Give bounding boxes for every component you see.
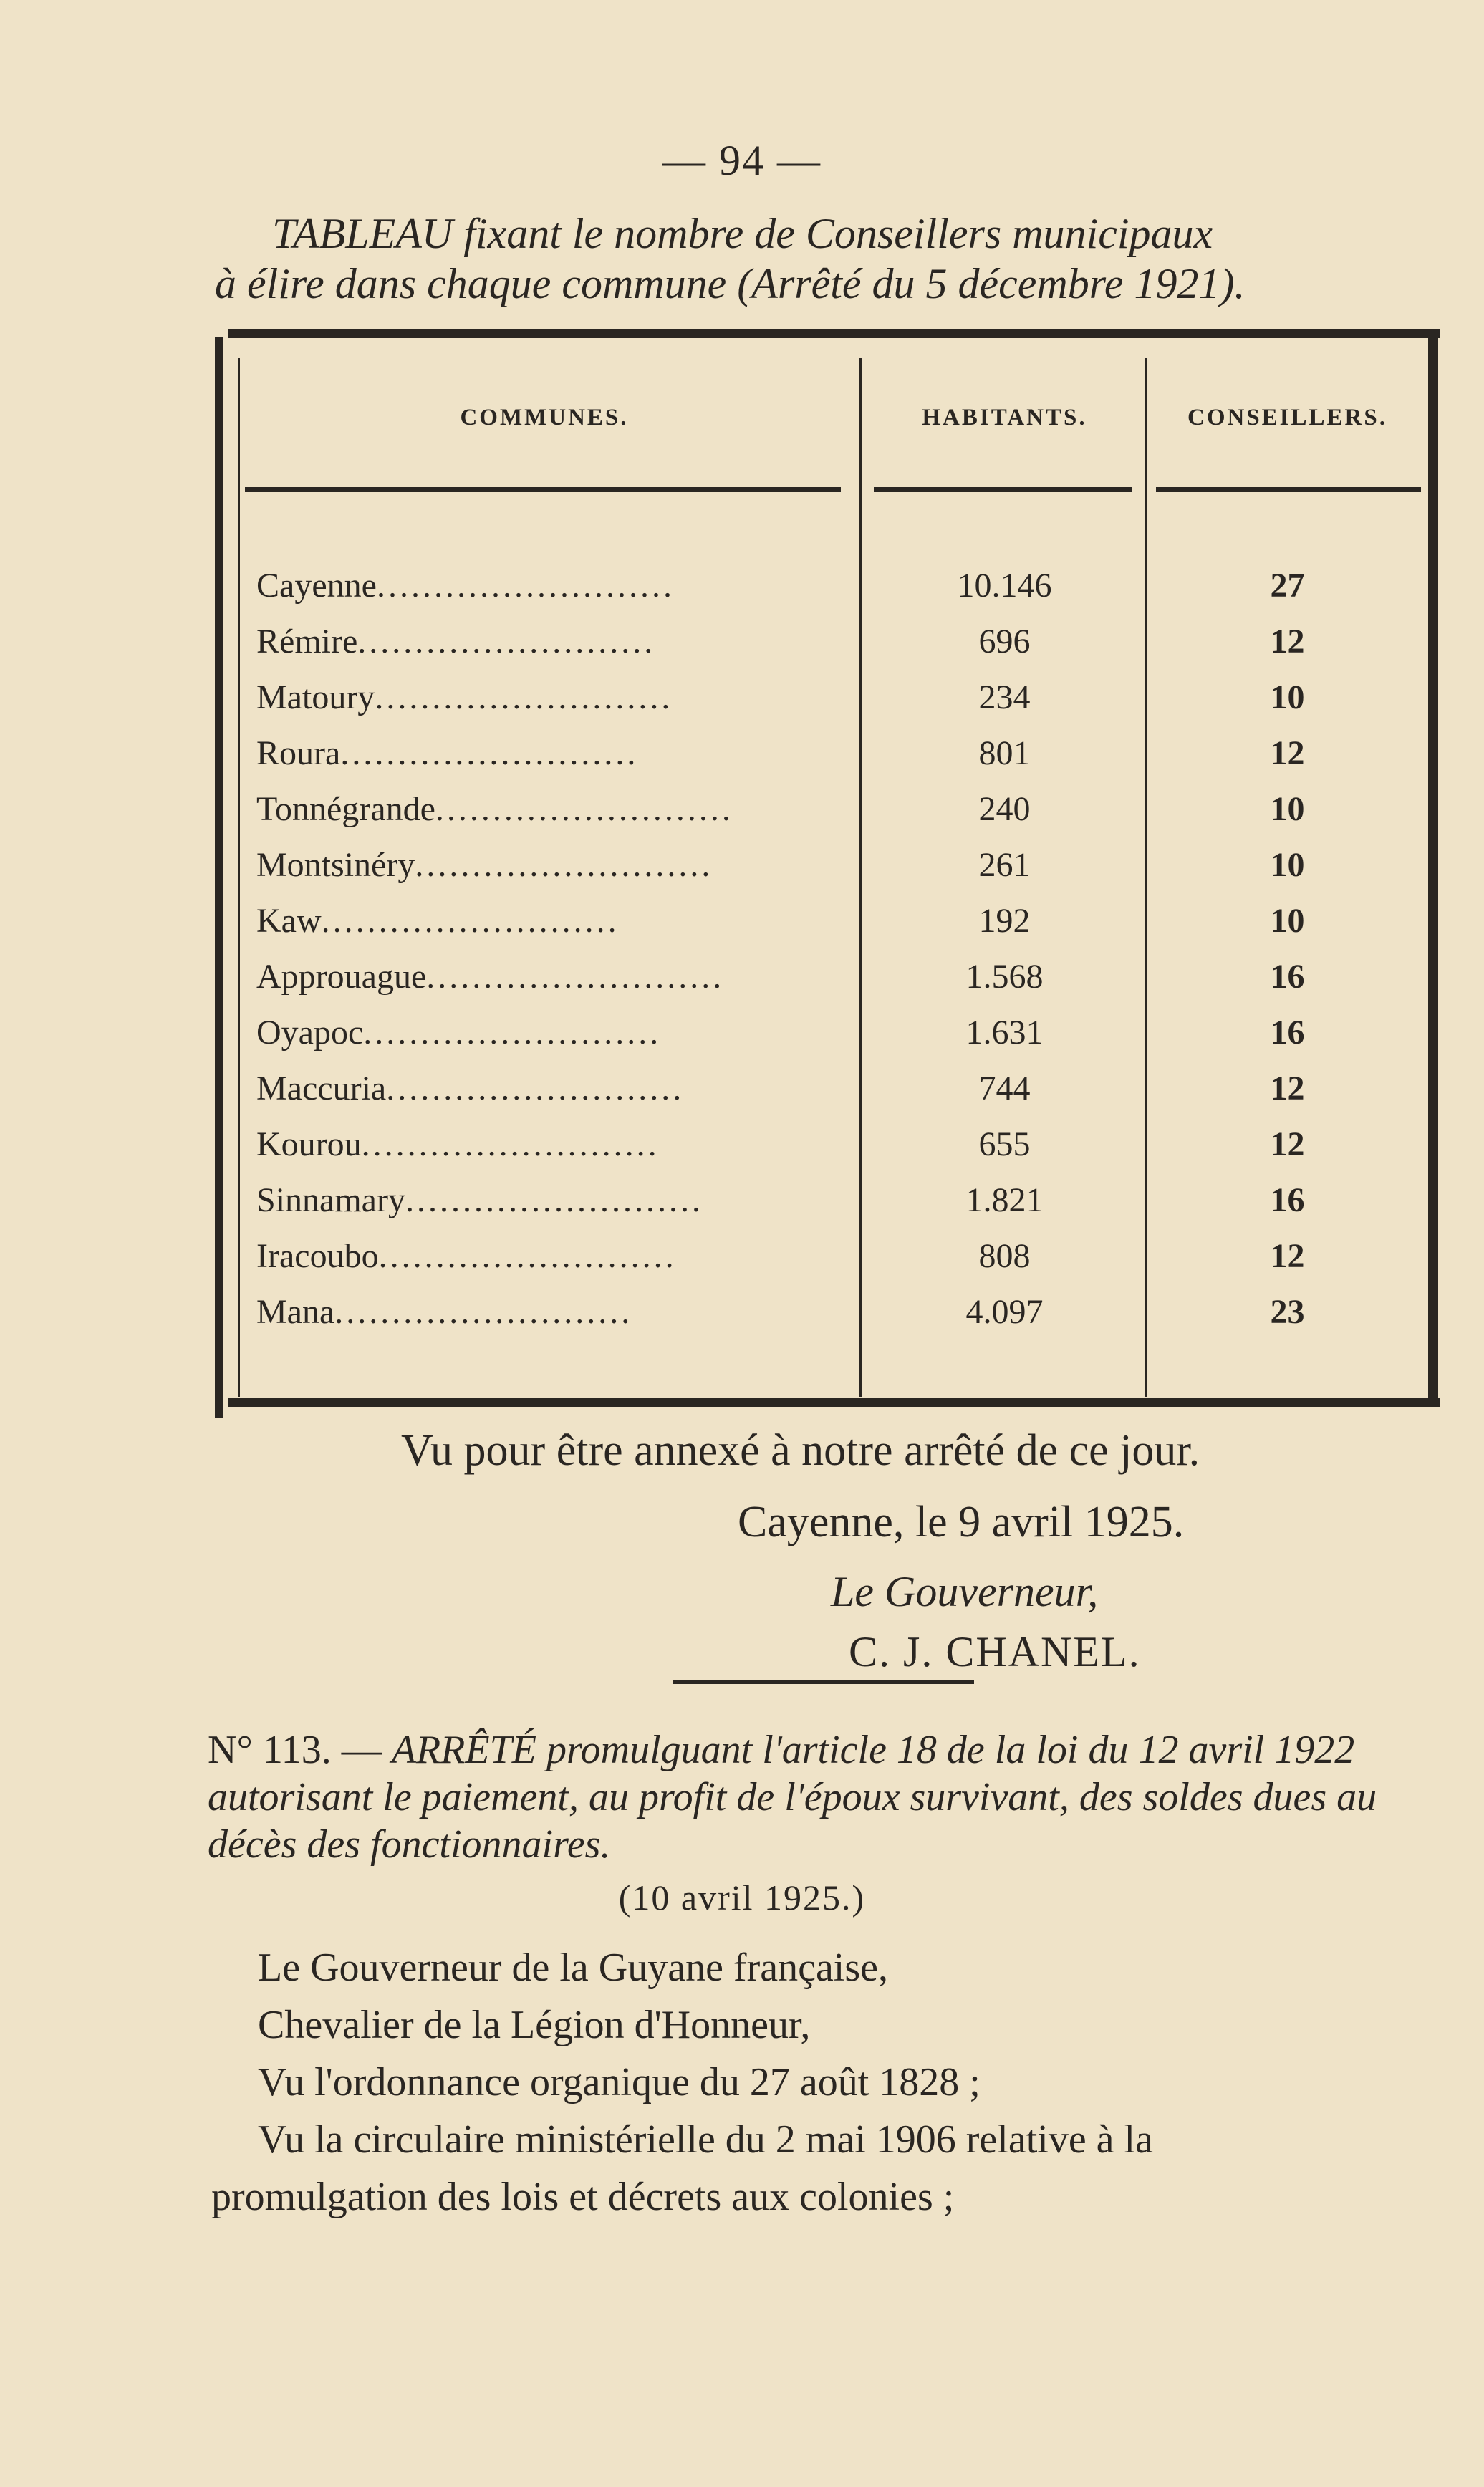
conseillers-cell: 12 xyxy=(1270,1069,1305,1107)
commune-cell: Roura.......................... xyxy=(256,734,639,772)
commune-cell: Tonnégrande.......................... xyxy=(256,790,733,828)
table-row xyxy=(0,1125,1484,1180)
page-number: — 94 — xyxy=(662,137,822,184)
signature-divider xyxy=(673,1680,974,1684)
commune-cell: Oyapoc.......................... xyxy=(256,1014,662,1052)
habitants-cell: 10.146 xyxy=(957,567,1052,605)
habitants-cell: 1.568 xyxy=(965,958,1044,996)
habitants-cell: 808 xyxy=(978,1237,1031,1275)
table-row xyxy=(0,622,1484,678)
annex-statement: Vu pour être annexé à notre arrêté de ce jour. xyxy=(401,1426,1200,1475)
commune-cell: Kourou.......................... xyxy=(256,1125,660,1163)
governor-name: C. J. CHANEL. xyxy=(849,1628,1141,1675)
table-row xyxy=(0,1180,1484,1236)
decree-heading xyxy=(208,1726,1440,1868)
column-header-conseillers: CONSEILLERS. xyxy=(1187,405,1387,430)
table-row xyxy=(0,678,1484,733)
table-row xyxy=(0,733,1484,789)
habitants-cell: 4.097 xyxy=(965,1293,1044,1331)
commune-cell: Sinnamary.......................... xyxy=(256,1181,703,1219)
conseillers-cell: 10 xyxy=(1270,846,1305,884)
table-row xyxy=(0,957,1484,1013)
paragraph-ordonnance: Vu l'ordonnance organique du 27 août 1828 ; xyxy=(258,2060,980,2104)
conseillers-cell: 12 xyxy=(1270,734,1305,772)
conseillers-cell: 12 xyxy=(1270,1125,1305,1163)
conseillers-cell: 16 xyxy=(1270,1181,1305,1219)
habitants-cell: 1.631 xyxy=(965,1014,1044,1052)
commune-cell: Maccuria.......................... xyxy=(256,1069,685,1107)
habitants-cell: 192 xyxy=(978,902,1031,940)
table-row xyxy=(0,1013,1484,1069)
table-row xyxy=(0,1292,1484,1348)
table-top-border xyxy=(228,329,1440,338)
conseillers-cell: 10 xyxy=(1270,902,1305,940)
paragraph-governor: Le Gouverneur de la Guyane française, xyxy=(258,1945,889,1990)
table-row xyxy=(0,901,1484,957)
table-title-line-1: TABLEAU fixant le nombre de Conseillers municipaux xyxy=(272,210,1213,257)
conseillers-cell: 16 xyxy=(1270,958,1305,996)
table-row xyxy=(0,845,1484,901)
habitants-cell: 234 xyxy=(978,678,1031,716)
habitants-cell: 744 xyxy=(978,1069,1031,1107)
table-row xyxy=(0,789,1484,845)
conseillers-cell: 12 xyxy=(1270,1237,1305,1275)
commune-cell: Cayenne.......................... xyxy=(256,567,675,605)
habitants-cell: 696 xyxy=(978,622,1031,660)
table-row xyxy=(0,566,1484,622)
commune-cell: Mana.......................... xyxy=(256,1293,633,1331)
column-header-communes: COMMUNES. xyxy=(460,405,629,430)
decree-date: (10 avril 1925.) xyxy=(618,1877,866,1918)
commune-cell: Iracoubo.......................... xyxy=(256,1237,677,1275)
governor-title: Le Gouverneur, xyxy=(831,1568,1099,1615)
conseillers-cell: 16 xyxy=(1270,1014,1305,1052)
conseillers-cell: 27 xyxy=(1270,567,1305,605)
decree-number: N° 113. — xyxy=(208,1728,382,1772)
habitants-cell: 1.821 xyxy=(965,1181,1044,1219)
paragraph-promulgation: promulgation des lois et décrets aux colonies ; xyxy=(211,2175,955,2219)
column-header-habitants: HABITANTS. xyxy=(922,405,1087,430)
commune-cell: Montsinéry.......................... xyxy=(256,846,713,884)
conseillers-cell: 10 xyxy=(1270,790,1305,828)
conseillers-cell: 23 xyxy=(1270,1293,1305,1331)
conseillers-cell: 12 xyxy=(1270,622,1305,660)
table-row xyxy=(0,1236,1484,1292)
decree-text: ARRÊTÉ promulguant l'article 18 de la loi du 12 avril 1922 autorisant le paiement, au profit de l'époux survivant, des soldes dues au décès des fonctionnaires. xyxy=(208,1728,1377,1867)
commune-cell: Rémire.......................... xyxy=(256,622,656,660)
conseillers-cell: 10 xyxy=(1270,678,1305,716)
habitants-cell: 240 xyxy=(978,790,1031,828)
paragraph-circulaire: Vu la circulaire ministérielle du 2 mai 1906 relative à la xyxy=(258,2117,1153,2162)
header-underline-conseillers xyxy=(1156,487,1421,492)
header-underline-communes xyxy=(245,487,841,492)
habitants-cell: 655 xyxy=(978,1125,1031,1163)
commune-cell: Approuague.......................... xyxy=(256,958,725,996)
table-bottom-border xyxy=(228,1398,1440,1407)
habitants-cell: 261 xyxy=(978,846,1031,884)
paragraph-chevalier: Chevalier de la Légion d'Honneur, xyxy=(258,2003,811,2047)
place-date: Cayenne, le 9 avril 1925. xyxy=(738,1498,1185,1546)
table-row xyxy=(0,1069,1484,1125)
header-underline-habitants xyxy=(874,487,1132,492)
table-title-line-2: à élire dans chaque commune (Arrêté du 5 décembre 1921). xyxy=(215,260,1246,307)
commune-cell: Matoury.......................... xyxy=(256,678,673,716)
habitants-cell: 801 xyxy=(978,734,1031,772)
commune-cell: Kaw.......................... xyxy=(256,902,620,940)
